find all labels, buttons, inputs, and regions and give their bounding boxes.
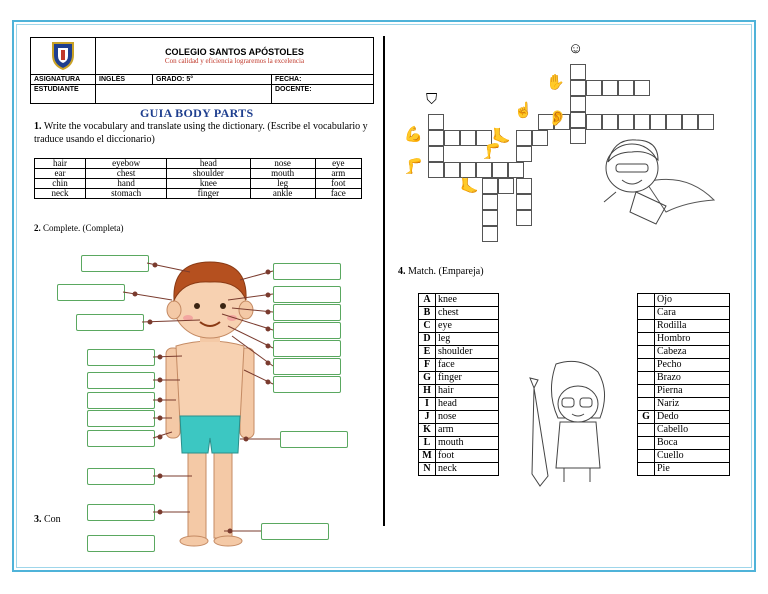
vocab-cell: mouth <box>250 169 315 179</box>
table-row <box>419 398 499 411</box>
crossword-cell[interactable] <box>618 114 634 130</box>
match-word: knee <box>436 294 499 307</box>
match-word: neck <box>436 463 499 476</box>
table-row <box>419 450 499 463</box>
vocab-cell: nose <box>250 159 315 169</box>
crossword-cell[interactable] <box>570 112 586 128</box>
match-word: Dedo <box>655 411 730 424</box>
match-letter: L <box>419 437 436 450</box>
crossword-cell[interactable] <box>634 80 650 96</box>
table-row <box>419 411 499 424</box>
section-1-text: Write the vocabulary and translate using the dictionary. (Escribe el vocabulario y traduce usando el diccionario) <box>34 121 368 145</box>
crossword-cell[interactable] <box>444 162 460 178</box>
crossword-cell[interactable] <box>618 80 634 96</box>
crossword-cell[interactable] <box>482 210 498 226</box>
match-table-english <box>418 293 499 476</box>
table-row <box>638 437 730 450</box>
section-1-number: 1. <box>34 121 42 132</box>
table-row <box>419 333 499 346</box>
table-row <box>419 372 499 385</box>
ankle-icon: 🦶 <box>460 179 479 195</box>
foot-icon: 🦶 <box>492 129 511 145</box>
match-answer-field[interactable] <box>638 463 655 476</box>
match-word: finger <box>436 372 499 385</box>
match-letter: B <box>419 307 436 320</box>
match-word: Rodilla <box>655 320 730 333</box>
table-row <box>638 372 730 385</box>
crossword-cell[interactable] <box>428 162 444 178</box>
match-letter: F <box>419 359 436 372</box>
table-row <box>638 411 730 424</box>
crossword-cell[interactable] <box>570 96 586 112</box>
match-letter: A <box>419 294 436 307</box>
crossword-cell[interactable] <box>698 114 714 130</box>
vocab-cell: knee <box>167 179 250 189</box>
table-row <box>638 320 730 333</box>
vocab-cell: leg <box>250 179 315 189</box>
match-letter: N <box>419 463 436 476</box>
vocab-cell: hand <box>86 179 167 189</box>
match-word: hair <box>436 385 499 398</box>
match-word: Cara <box>655 307 730 320</box>
torso-icon: ⛉ <box>426 92 438 108</box>
crossword-cell[interactable] <box>428 130 444 146</box>
vocab-cell: shoulder <box>167 169 250 179</box>
arm-icon: 💪 <box>404 127 423 143</box>
section-3-heading <box>34 514 61 525</box>
vocab-cell: foot <box>315 179 361 189</box>
crossword-cell[interactable] <box>516 130 532 146</box>
vocab-cell: chin <box>35 179 86 189</box>
crossword-cell[interactable] <box>650 114 666 130</box>
table-row <box>419 346 499 359</box>
match-word: Brazo <box>655 372 730 385</box>
match-word: Nariz <box>655 398 730 411</box>
match-word: Cuello <box>655 450 730 463</box>
table-row <box>419 385 499 398</box>
match-word: Ojo <box>655 294 730 307</box>
table-row <box>419 437 499 450</box>
match-word: Hombro <box>655 333 730 346</box>
grado-label: GRADO: 5° <box>156 76 194 83</box>
vocab-cell: face <box>315 189 361 199</box>
school-motto: Con calidad y eficiencia lograremos la excelencia <box>164 57 305 65</box>
asignatura-label: ASIGNATURA <box>34 76 81 83</box>
crossword-cell[interactable] <box>532 130 548 146</box>
crossword-cell[interactable] <box>482 194 498 210</box>
table-row <box>638 450 730 463</box>
table-row <box>419 307 499 320</box>
table-row <box>638 294 730 307</box>
section-2-text: Complete. (Completa) <box>43 223 124 233</box>
match-answer-field[interactable] <box>638 424 655 437</box>
match-answer-field[interactable] <box>638 398 655 411</box>
crossword-cell[interactable] <box>482 226 498 242</box>
match-word: Cabello <box>655 424 730 437</box>
crossword-cell[interactable] <box>498 178 514 194</box>
match-word: Pecho <box>655 359 730 372</box>
superhero-kid-illustration <box>596 132 718 230</box>
fecha-label: FECHA: <box>275 76 302 83</box>
leg-icon: 🦵 <box>404 159 423 175</box>
match-word: chest <box>436 307 499 320</box>
vocab-cell: finger <box>167 189 250 199</box>
match-word: Pie <box>655 463 730 476</box>
crossword-cell[interactable] <box>516 178 532 194</box>
match-word: shoulder <box>436 346 499 359</box>
match-answer-field[interactable] <box>638 307 655 320</box>
match-letter: G <box>419 372 436 385</box>
match-word: Boca <box>655 437 730 450</box>
match-letter: H <box>419 385 436 398</box>
section-3-text: Con <box>44 514 61 525</box>
vocab-cell: neck <box>35 189 86 199</box>
table-row <box>419 359 499 372</box>
crossword-cell[interactable] <box>516 194 532 210</box>
table-row <box>638 398 730 411</box>
match-letter: I <box>419 398 436 411</box>
match-answer-field[interactable] <box>638 450 655 463</box>
match-letter: K <box>419 424 436 437</box>
crossword-cell[interactable] <box>682 114 698 130</box>
crossword-cell[interactable] <box>428 146 444 162</box>
estudiante-label: ESTUDIANTE <box>34 86 79 93</box>
crossword-cell[interactable] <box>586 114 602 130</box>
table-row <box>638 346 730 359</box>
match-word: eye <box>436 320 499 333</box>
match-word: nose <box>436 411 499 424</box>
match-word: Cabeza <box>655 346 730 359</box>
match-word: head <box>436 398 499 411</box>
match-letter: M <box>419 450 436 463</box>
match-word: arm <box>436 424 499 437</box>
table-row <box>419 463 499 476</box>
vocab-cell: head <box>167 159 250 169</box>
vocab-cell: hair <box>35 159 86 169</box>
table-row <box>638 359 730 372</box>
match-answer-field[interactable] <box>638 372 655 385</box>
crossword-cell[interactable] <box>444 130 460 146</box>
match-answer-field[interactable] <box>638 346 655 359</box>
crossword-cell[interactable] <box>460 130 476 146</box>
match-word: leg <box>436 333 499 346</box>
match-answer-field[interactable] <box>638 437 655 450</box>
match-answer-field[interactable] <box>638 333 655 346</box>
ear-icon: 👂 <box>548 111 567 127</box>
table-row <box>638 333 730 346</box>
crossword-cell[interactable] <box>570 128 586 144</box>
crossword-cell[interactable] <box>602 114 618 130</box>
match-letter: C <box>419 320 436 333</box>
knee-icon: 🦵 <box>482 144 501 160</box>
crossword-cell[interactable] <box>570 64 586 80</box>
finger-icon: ☝ <box>514 103 533 119</box>
section-4-number: 4. <box>398 266 406 277</box>
crossword-cell[interactable] <box>460 162 476 178</box>
match-answer-field[interactable] <box>638 385 655 398</box>
crossword-cell[interactable] <box>492 162 508 178</box>
vocab-cell: chest <box>86 169 167 179</box>
crossword-cell[interactable] <box>586 80 602 96</box>
page-title: GUIA BODY PARTS <box>140 106 254 120</box>
section-2-number: 2. <box>34 223 41 233</box>
crossword-cell[interactable] <box>476 162 492 178</box>
asignatura-value: INGLÉS <box>99 76 126 83</box>
match-word: face <box>436 359 499 372</box>
crossword-cell[interactable] <box>634 114 650 130</box>
crossword-cell[interactable] <box>516 146 532 162</box>
crossword-cell[interactable] <box>602 80 618 96</box>
match-table-spanish <box>637 293 730 476</box>
section-4-heading <box>398 266 484 277</box>
vocab-cell: arm <box>315 169 361 179</box>
table-row <box>419 294 499 307</box>
vocab-cell: eye <box>315 159 361 169</box>
crossword-cell[interactable] <box>482 178 498 194</box>
crossword-cell[interactable] <box>428 114 444 130</box>
table-row <box>638 463 730 476</box>
docente-label: DOCENTE: <box>275 86 312 93</box>
girl-with-pencil-illustration <box>528 358 624 488</box>
match-letter: J <box>419 411 436 424</box>
crossword-cell[interactable] <box>516 210 532 226</box>
match-letter: E <box>419 346 436 359</box>
vocab-cell: stomach <box>86 189 167 199</box>
crossword-cell[interactable] <box>570 80 586 96</box>
crossword-cell[interactable] <box>666 114 682 130</box>
hand-icon: ✋ <box>546 75 565 91</box>
vocab-cell: ear <box>35 169 86 179</box>
match-word: foot <box>436 450 499 463</box>
match-answer-field[interactable] <box>638 359 655 372</box>
head-icon: ☺ <box>568 41 584 57</box>
vocab-cell: eyebow <box>86 159 167 169</box>
match-letter: D <box>419 333 436 346</box>
table-row <box>638 307 730 320</box>
table-row <box>419 424 499 437</box>
match-answer-field[interactable]: G <box>638 411 655 424</box>
crossword-cell[interactable] <box>508 162 524 178</box>
table-row <box>419 320 499 333</box>
section-3-number: 3. <box>34 514 42 525</box>
table-row <box>638 424 730 437</box>
match-word: mouth <box>436 437 499 450</box>
vocab-cell: ankle <box>250 189 315 199</box>
match-answer-field[interactable] <box>638 320 655 333</box>
school-name: COLEGIO SANTOS APÓSTOLES <box>165 47 304 57</box>
section-4-text: Match. (Empareja) <box>408 266 484 277</box>
match-word: Pierna <box>655 385 730 398</box>
match-answer-field[interactable] <box>638 294 655 307</box>
table-row <box>638 385 730 398</box>
